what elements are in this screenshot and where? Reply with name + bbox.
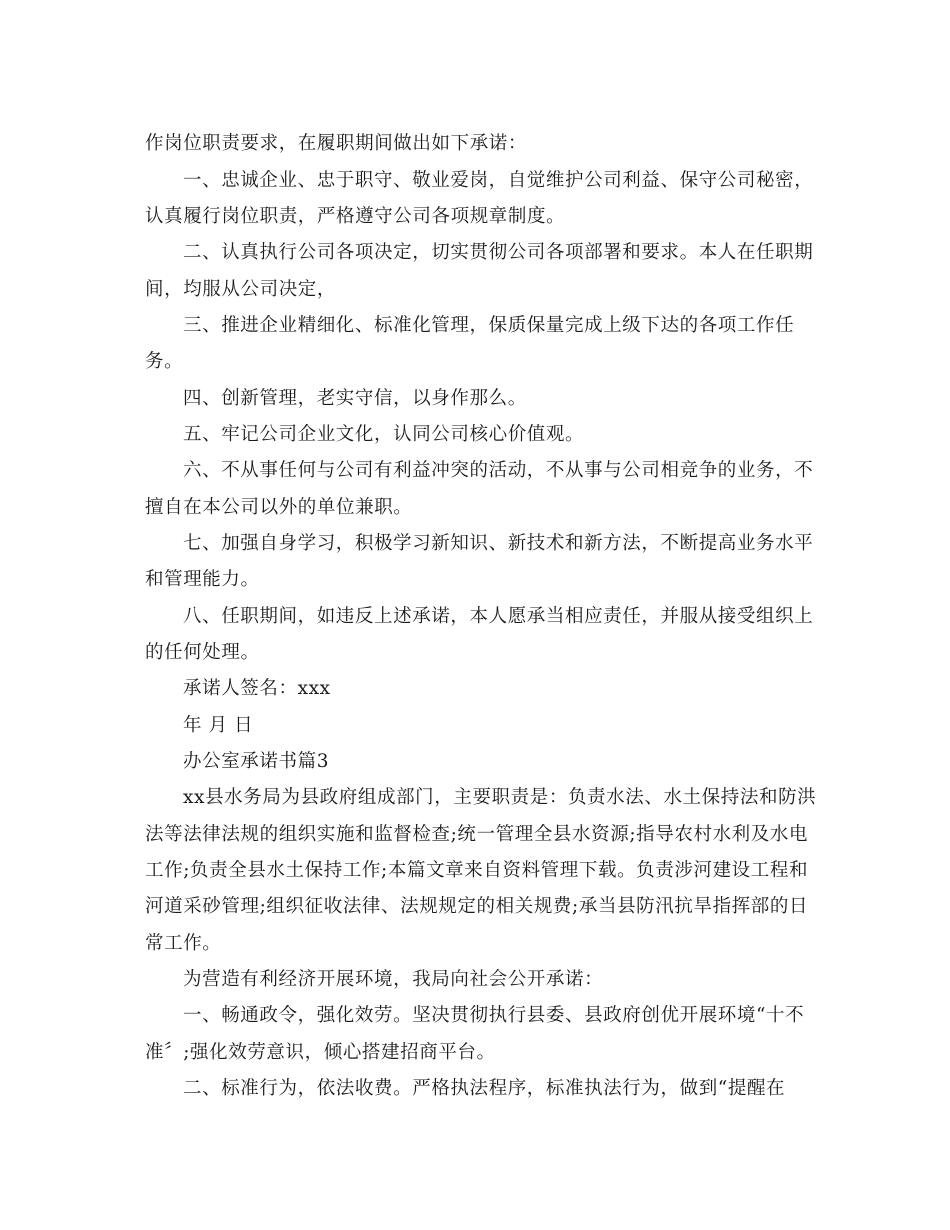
section-heading: 办公室承诺书篇3	[183, 751, 330, 772]
text-line: 六、不从事任何与公司有利益冲突的活动，不从事与公司相竞争的业务，不	[183, 460, 814, 481]
text-line: 河道采砂管理;组织征收法律、法规规定的相关规费;承当县防汛抗旱指挥部的日	[145, 896, 809, 917]
text-line: 和管理能力。	[145, 569, 260, 590]
text-line: 一、畅通政令，强化效劳。坚决贯彻执行县委、县政府创优开展环境“十不	[183, 1005, 805, 1026]
signature-line: 承诺人签名：xxx	[183, 678, 331, 699]
text-line: 七、加强自身学习，积极学习新知识、新技术和新方法，不断提高业务水平	[183, 533, 814, 554]
text-line: 为营造有利经济开展环境，我局向社会公开承诺：	[183, 969, 604, 990]
text-line: xx县水务局为县政府组成部门，主要职责是：负责水法、水土保持法和防洪	[183, 787, 817, 808]
text-line: 作岗位职责要求，在履职期间做出如下承诺：	[145, 133, 528, 154]
text-line: 务。	[145, 351, 184, 372]
text-line: 工作;负责全县水土保持工作;本篇文章来自资料管理下载。负责涉河建设工程和	[145, 860, 809, 881]
text-line: 四、创新管理，老实守信，以身作那么。	[183, 388, 527, 409]
text-line: 擅自在本公司以外的单位兼职。	[145, 497, 413, 518]
text-line: 的任何处理。	[145, 642, 260, 663]
text-line: 法等法律法规的组织实施和监督检查;统一管理全县水资源;指导农村水利及水电	[145, 824, 809, 845]
text-line: 准〞;强化效劳意识，倾心搭建招商平台。	[145, 1042, 496, 1063]
text-line: 五、牢记公司企业文化，认同公司核心价值观。	[183, 424, 585, 445]
text-line: 八、任职期间，如违反上述承诺，本人愿承当相应责任，并服从接受组织上	[183, 606, 814, 627]
text-line: 认真履行岗位职责，严格遵守公司各项规章制度。	[145, 206, 566, 227]
text-line: 一、忠诚企业、忠于职守、敬业爱岗，自觉维护公司利益、保守公司秘密，	[183, 170, 814, 191]
text-line: 间，均服从公司决定，	[145, 279, 337, 300]
text-line: 二、标准行为，依法收费。严格执法程序，标准执法行为，做到“提醒在	[183, 1078, 786, 1099]
date-line: 年 月 日	[183, 715, 254, 736]
text-line: 三、推进企业精细化、标准化管理，保质保量完成上级下达的各项工作任	[183, 315, 795, 336]
text-line: 二、认真执行公司各项决定，切实贯彻公司各项部署和要求。本人在任职期	[183, 242, 814, 263]
text-line: 常工作。	[145, 933, 222, 954]
